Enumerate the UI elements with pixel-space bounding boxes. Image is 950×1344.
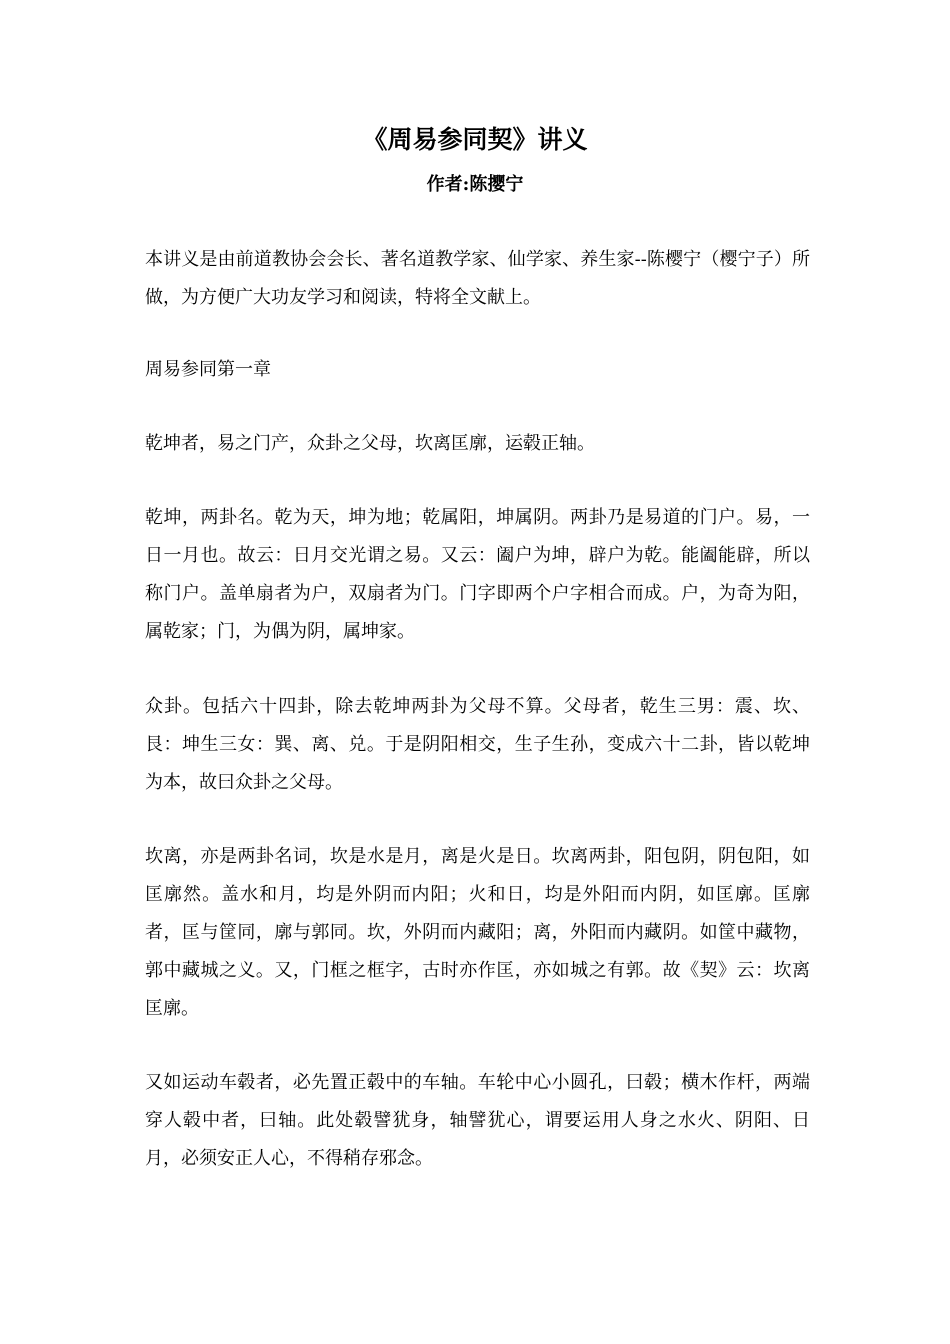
zhonggua-paragraph: 众卦。包括六十四卦，除去乾坤两卦为父母不算。父母者，乾生三男：震、坎、艮：坤生三女：巽、离、兑。于是阴阳相交，生子生孙，变成六十二卦，皆以乾坤为本，故曰众卦之父母。 — [145, 696, 810, 793]
qiankun-paragraph: 乾坤，两卦名。乾为天，坤为地；乾属阳，坤属阴。两卦乃是易道的门户。易，一日一月也。故云：日月交光谓之易。又云：阖户为坤，辟户为乾。能阖能辟，所以称门户。盖单扇者为户，双扇者为门。门字即两个户字相合而成。户，为奇为阳，属乾家；门，为偶为阴，属坤家。 — [145, 507, 810, 642]
verse-paragraph: 乾坤者，易之门产，众卦之父母，坎离匡廓，运毂正轴。 — [145, 433, 595, 454]
intro-paragraph: 本讲义是由前道教协会会长、著名道教学家、仙学家、养生家--陈樱宁（樱宁子）所做，为方便广大功友学习和阅读，特将全文献上。 — [145, 249, 810, 308]
yunsuo-paragraph: 又如运动车毂者，必先置正毂中的车轴。车轮中心小圆孔，曰毂；横木作杆，两端穿人毂中者，曰轴。此处毂譬犹身，轴譬犹心，谓要运用人身之水火、阴阳、日月，必须安正人心，不得稍存邪念。 — [145, 1072, 810, 1169]
chapter-heading: 周易参同第一章 — [145, 359, 271, 380]
document-title: 《周易参同契》讲义 — [362, 125, 588, 154]
kanli-paragraph: 坎离，亦是两卦名词，坎是水是月，离是火是日。坎离两卦，阳包阴，阴包阳，如匡廓然。盖水和月，均是外阴而内阳；火和日，均是外阳而内阴，如匡廓。匡廓者，匡与筐同，廓与郭同。坎，外阴而内藏阳；离，外阳而内藏阴。如筐中藏物，郭中藏城之义。又，门框之框字，古时亦作匡，亦如城之有郭。故《契》云：坎离匡廓。 — [145, 846, 810, 1019]
document-author: 作者:陈撄宁 — [426, 174, 524, 195]
